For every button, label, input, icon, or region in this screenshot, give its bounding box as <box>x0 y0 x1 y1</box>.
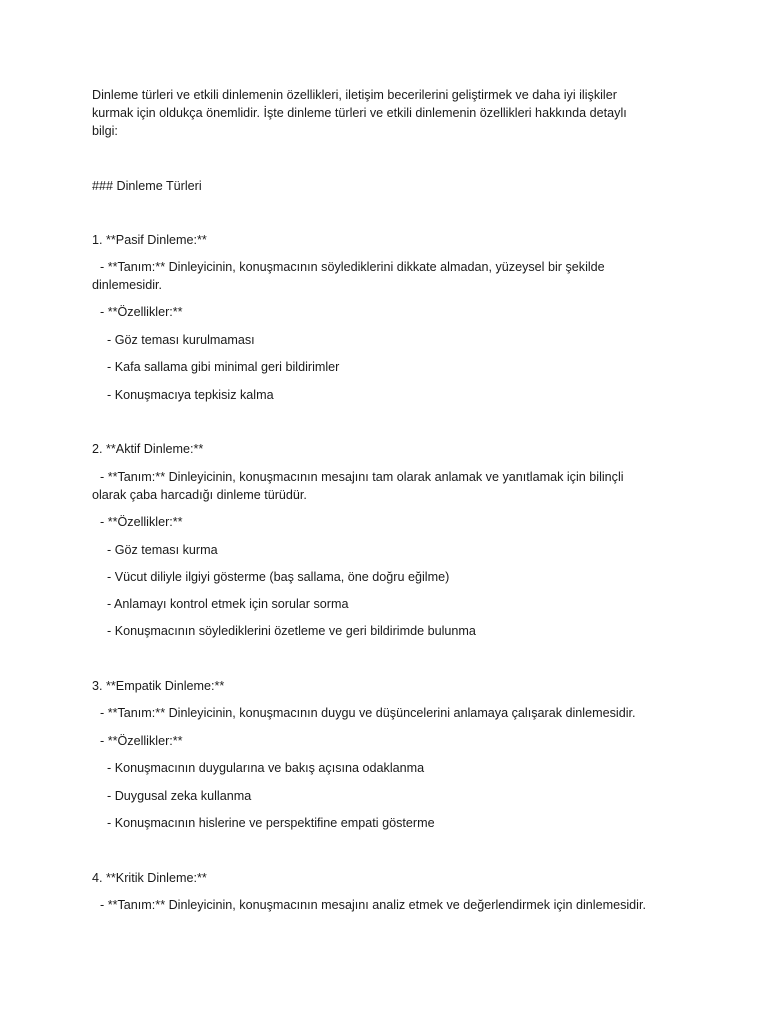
feature-item: - Konuşmacının duygularına ve bakış açısına odaklanma <box>107 761 425 775</box>
definition-line: - **Tanım:** Dinleyicinin, konuşmacının mesajını tam olarak anlamak ve yanıtlamak için bilinçli <box>100 470 624 484</box>
definition-line: - **Tanım:** Dinleyicinin, konuşmacının mesajını analiz etmek ve değerlendirmek için dinlemesidir. <box>100 898 646 912</box>
feature-item: - Konuşmacıya tepkisiz kalma <box>107 388 274 402</box>
feature-item: - Anlamayı kontrol etmek için sorular sorma <box>107 597 349 611</box>
features-label: - **Özellikler:** <box>100 734 183 748</box>
feature-item: - Konuşmacının hislerine ve perspektifine empati gösterme <box>107 816 435 830</box>
section-title: 3. **Empatik Dinleme:** <box>92 679 225 693</box>
features-label: - **Özellikler:** <box>100 305 183 319</box>
definition-line-continued: olarak çaba harcadığı dinleme türüdür. <box>92 488 307 502</box>
section-heading: ### Dinleme Türleri <box>92 179 202 193</box>
feature-item: - Kafa sallama gibi minimal geri bildirimler <box>107 360 340 374</box>
feature-item: - Duygusal zeka kullanma <box>107 789 252 803</box>
section-title: 2. **Aktif Dinleme:** <box>92 442 204 456</box>
definition-line: - **Tanım:** Dinleyicinin, konuşmacının duygu ve düşüncelerini anlamaya çalışarak dinlemesidir. <box>100 706 636 720</box>
intro-line-3: bilgi: <box>92 124 118 138</box>
section-title: 1. **Pasif Dinleme:** <box>92 233 207 247</box>
section-title: 4. **Kritik Dinleme:** <box>92 871 207 885</box>
feature-item: - Göz teması kurma <box>107 543 218 557</box>
intro-line-1: Dinleme türleri ve etkili dinlemenin özellikleri, iletişim becerilerini geliştirmek ve daha iyi ilişkiler <box>92 88 617 102</box>
features-label: - **Özellikler:** <box>100 515 183 529</box>
definition-line: - **Tanım:** Dinleyicinin, konuşmacının söylediklerini dikkate almadan, yüzeysel bir şekilde <box>100 260 605 274</box>
feature-item: - Göz teması kurulmaması <box>107 333 255 347</box>
definition-line-continued: dinlemesidir. <box>92 278 162 292</box>
feature-item: - Konuşmacının söylediklerini özetleme ve geri bildirimde bulunma <box>107 624 476 638</box>
intro-line-2: kurmak için oldukça önemlidir. İşte dinleme türleri ve etkili dinlemenin özellikleri hakkında detaylı <box>92 106 627 120</box>
feature-item: - Vücut diliyle ilgiyi gösterme (baş sallama, öne doğru eğilme) <box>107 570 450 584</box>
